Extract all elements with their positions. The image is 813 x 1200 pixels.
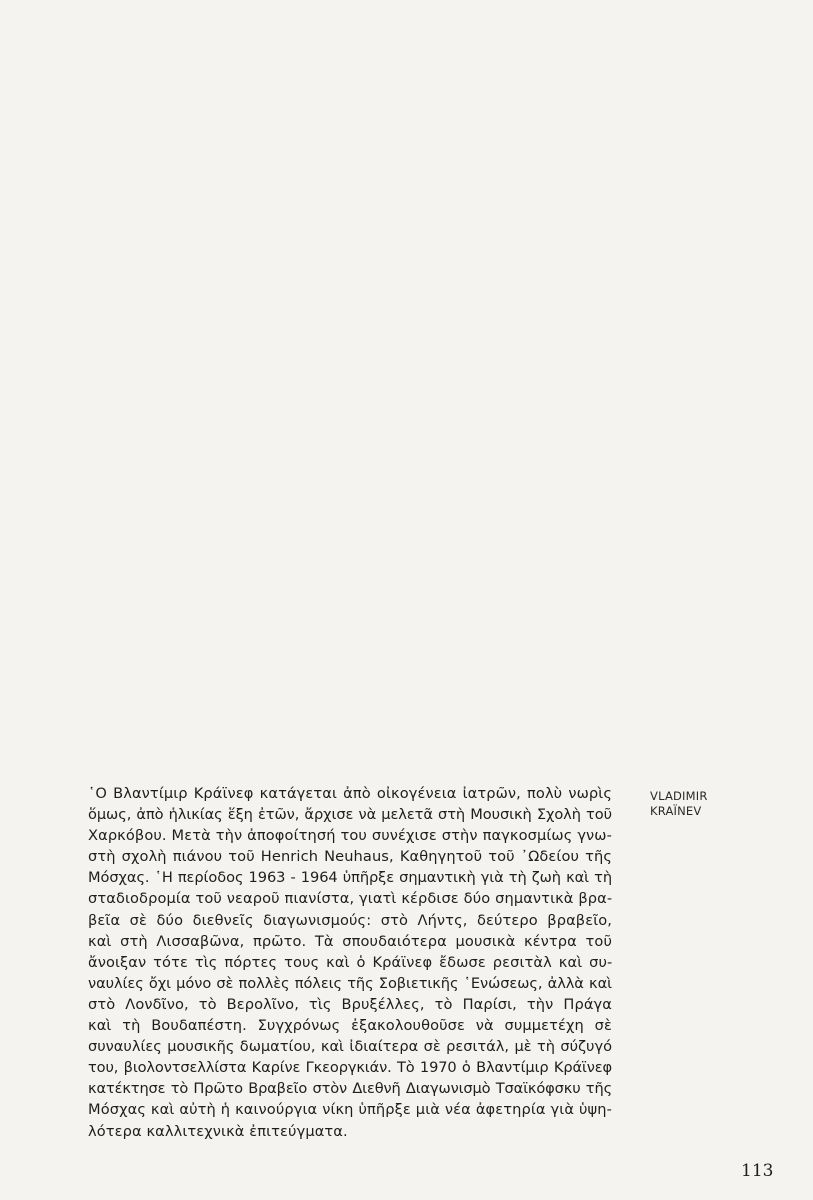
article-line: ναυλίες ὄχι μόνο σὲ πολλὲς πόλεις τῆς Σοβιετικῆς ῾Ενώσεως, ἀλλὰ καὶ	[88, 974, 612, 992]
article-body	[88, 783, 612, 1142]
article-line: του, βιολοντσελλίστα Καρίνε Γκεοργκιάν. Τὸ 1970 ὁ Βλαντίμιρ Κράϊνεφ	[88, 1059, 612, 1077]
artist-first-name: VLADIMIR	[650, 789, 708, 803]
article-line: Χαρκόβου. Μετὰ τὴν ἀποφοίτησή του συνέχισε στὴν παγκοσμίως γνω-	[88, 827, 612, 845]
artist-last-name: KRAÏNEV	[650, 804, 702, 818]
article-line: λότερα καλλιτεχνικὰ ἐπιτεύγματα.	[88, 1122, 348, 1140]
article-line: Μόσχας καὶ αὐτὴ ἡ καινούργια νίκη ὑπῆρξε μιὰ νέα ἀφετηρία γιὰ ὑψη-	[88, 1101, 612, 1119]
article-line: ἄνοιξαν τότε τὶς πόρτες τους καὶ ὁ Κράϊνεφ ἔδωσε ρεσιτὰλ καὶ συ-	[88, 953, 613, 971]
artist-name-label	[650, 789, 708, 819]
article-line: συναυλίες μουσικῆς δωματίου, καὶ ἰδιαίτερα σὲ ρεσιτάλ, μὲ τὴ σύζυγό	[88, 1038, 612, 1056]
article-line: καὶ στὴ Λισσαβῶνα, πρῶτο. Τὰ σπουδαιότερα μουσικὰ κέντρα τοῦ	[88, 932, 612, 950]
page-number: 113	[741, 1161, 774, 1181]
article-line: σταδιοδρομία τοῦ νεαροῦ πιανίστα, γιατὶ κέρδισε δύο σημαντικὰ βρα-	[88, 890, 613, 908]
article-line: κατέκτησε τὸ Πρῶτο Βραβεῖο στὸν Διεθνῆ Διαγωνισμὸ Τσαϊκόφσκυ τῆς	[88, 1080, 612, 1098]
article-line: βεῖα σὲ δύο διεθνεῖς διαγωνισμούς: στὸ Λήντς, δεύτερο βραβεῖο,	[88, 911, 612, 929]
article-line: ῾Ο Βλαντίμιρ Κράϊνεφ κατάγεται ἀπὸ οἰκογένεια ἰατρῶν, πολὺ νωρὶς	[88, 785, 612, 802]
article-line: ὅμως, ἀπὸ ἡλικίας ἕξη ἐτῶν, ἄρχισε νὰ μελετᾶ στὴ Μουσικὴ Σχολὴ τοῦ	[88, 806, 612, 824]
article-line: στὸ Λονδῖνο, τὸ Βερολῖνο, τὶς Βρυξέλλες, τὸ Παρίσι, τὴν Πράγα	[88, 995, 612, 1013]
article-line: καὶ τὴ Βουδαπέστη. Συγχρόνως ἐξακολουθοῦσε νὰ συμμετέχη σὲ	[88, 1017, 612, 1035]
article-line: Μόσχας. ῾Η περίοδος 1963 - 1964 ὑπῆρξε σημαντικὴ γιὰ τὴ ζωὴ καὶ τὴ	[88, 869, 612, 887]
article-line: στὴ σχολὴ πιάνου τοῦ Henrich Neuhaus, Καθηγητοῦ τοῦ ᾿Ωδείου τῆς	[88, 848, 612, 866]
